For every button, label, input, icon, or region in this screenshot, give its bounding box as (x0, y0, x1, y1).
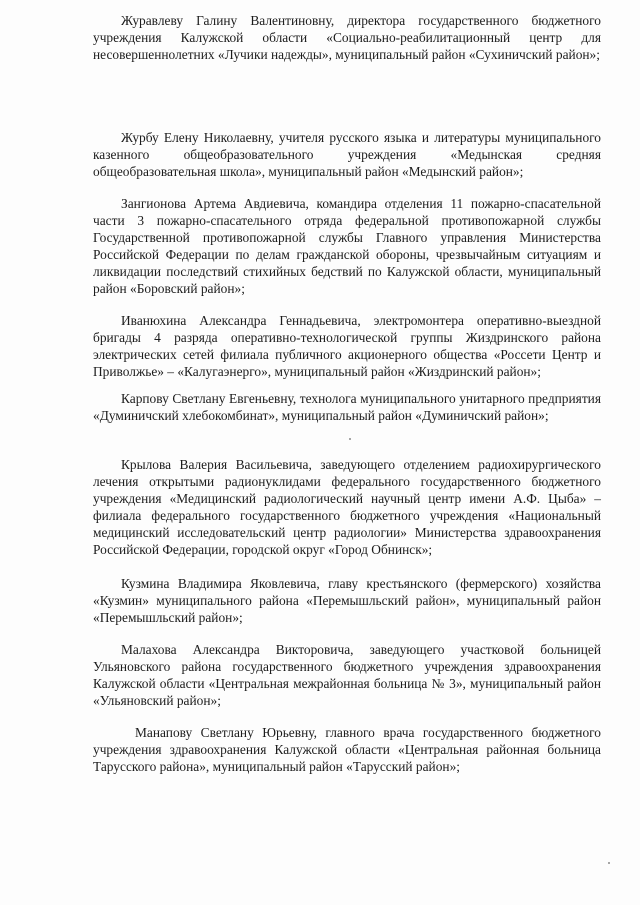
award-entry-karpova: Карпову Светлану Евгеньевну, технолога муниципального унитарного предприятия «Думиничский хлебокомбинат», муниципальный район «Думиничский район»; (93, 391, 601, 424)
award-entry-zhurba: Журбу Елену Николаевну, учителя русского языка и литературы муниципального казенного общеобразовательного учреждения «Медынская средняя общеобразовательная школа», муниципальный район «Медынский район»; (93, 130, 601, 180)
scan-speck (608, 862, 610, 864)
scan-speck (349, 438, 351, 440)
award-entry-krylov: Крылова Валерия Васильевича, заведующего отделением радиохирургического лечения открытыми радионуклидами федерального государственного бюджетного учреждения «Медицинский радиологический научный центр имени А.Ф. Цыба» – филиала федерального государственного бюджетного учреждения «Национальный медицинский исследовательский центр радиологии» Министерства здравоохранения Российской Федерации, городской округ «Город Обнинск»; (93, 457, 601, 558)
award-entry-kuzmin: Кузмина Владимира Яковлевича, главу крестьянского (фермерского) хозяйства «Кузмин» муниципального района «Перемышльский район», муниципальный район «Перемышльский район»; (93, 576, 601, 626)
award-entry-zangionov: Зангионова Артема Авдиевича, командира отделения 11 пожарно-спасательной части 3 пожарно-спасательного отряда федеральной противопожарной службы Государственной противопожарной службы Главного управления Министерства Российской Федерации по делам гражданской обороны, чрезвычайным ситуациям и ликвидации последствий стихийных бедствий по Калужской области, муниципальный район «Боровский район»; (93, 196, 601, 297)
award-entry-ivanyukhin: Иванюхина Александра Геннадьевича, электромонтера оперативно-выездной бригады 4 разряда оперативно-технологической группы Жиздринского района электрических сетей филиала публичного акционерного общества «Россети Центр и Приволжье» – «Калугаэнерго», муниципальный район «Жиздринский район»; (93, 313, 601, 380)
award-entry-zhuravleva: Журавлеву Галину Валентиновну, директора государственного бюджетного учреждения Калужской области «Социально-реабилитационный центр для несовершеннолетних «Лучики надежды», муниципальный район «Сухиничский район»; (93, 13, 601, 63)
award-entry-malakhov: Малахова Александра Викторовича, заведующего участковой больницей Ульяновского района государственного бюджетного учреждения здравоохранения Калужской области «Центральная межрайонная больница № 3», муниципальный район «Ульяновский район»; (93, 642, 601, 709)
award-entry-manapova: Манапову Светлану Юрьевну, главного врача государственного бюджетного учреждения здравоохранения Калужской области «Центральная районная больница Тарусского района», муниципальный район «Тарусский район»; (93, 725, 601, 775)
